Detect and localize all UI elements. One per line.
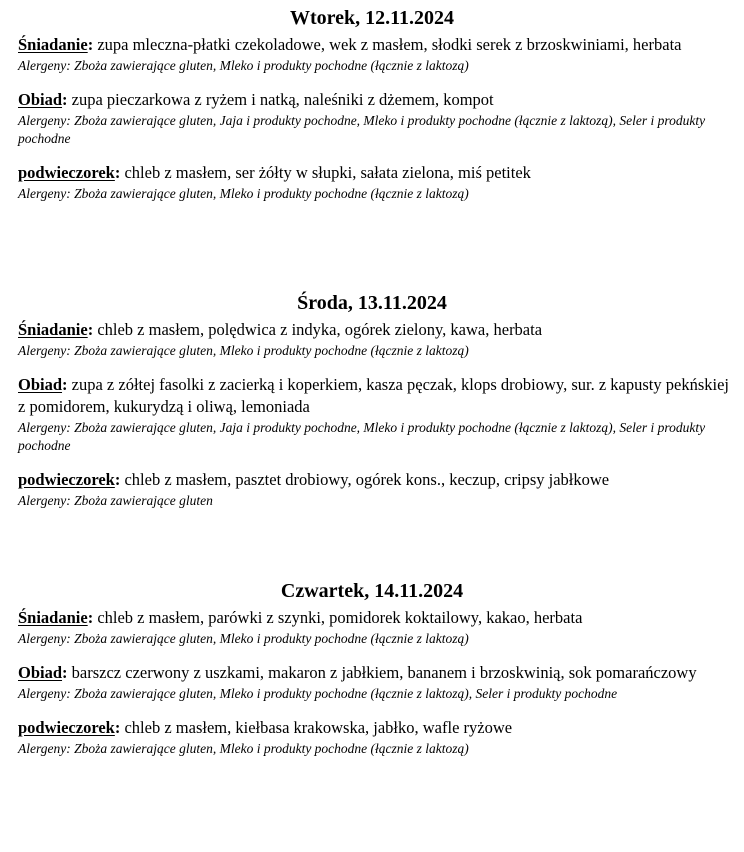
meal-name: Obiad <box>18 663 63 682</box>
meal-name: podwieczorek <box>18 718 115 737</box>
meal-separator: : <box>87 320 94 339</box>
meal-menu: zupa z zółtej fasolki z zacierką i koperkiem, kasza pęczak, klops drobiowy, sur. z kapusty pekńskiej z pomidorem, kukurydzą i oliwą, lemoniada <box>18 375 729 416</box>
meal-line <box>18 162 738 184</box>
meal-name: podwieczorek <box>18 163 115 182</box>
spacer <box>18 703 738 717</box>
meal-menu: chleb z masłem, pasztet drobiowy, ogórek kons., keczup, cripsy jabłkowe <box>120 470 610 489</box>
meal-separator: : <box>114 470 121 489</box>
meal-separator: : <box>87 35 94 54</box>
allergens-text: Alergeny: Zboża zawierające gluten, Jaja i produkty pochodne, Mleko i produkty pochodne (łącznie z laktozą), Seler i produkty pochodne <box>18 113 706 146</box>
meal-separator: : <box>114 163 121 182</box>
meal-name: podwieczorek <box>18 470 115 489</box>
allergens-text: Alergeny: Zboża zawierające gluten, Mleko i produkty pochodne (łącznie z laktozą), Seler i produkty pochodne <box>18 686 618 701</box>
meal-name: Śniadanie <box>18 320 88 339</box>
meal-line <box>18 374 738 418</box>
day-title: Czwartek, 14.11.2024 <box>280 580 464 602</box>
meal-menu: chleb z masłem, polędwica z indyka, ogórek zielony, kawa, herbata <box>93 320 543 339</box>
meal-separator: : <box>62 375 68 394</box>
allergens-text: Alergeny: Zboża zawierające gluten, Mleko i produkty pochodne (łącznie z laktozą) <box>18 186 469 201</box>
meal-name: Śniadanie <box>18 35 88 54</box>
meal-snack <box>18 162 738 203</box>
meal-lunch <box>18 374 738 455</box>
spacer <box>18 360 738 374</box>
meal-menu: zupa pieczarkowa z ryżem i natką, naleśniki z dżemem, kompot <box>67 90 494 109</box>
spacer <box>18 75 738 89</box>
meal-menu: zupa mleczna-płatki czekoladowe, wek z masłem, słodki serek z brzoskwiniami, herbata <box>93 35 682 54</box>
allergens-text: Alergeny: Zboża zawierające gluten, Mleko i produkty pochodne (łącznie z laktozą) <box>18 631 469 646</box>
meal-name: Śniadanie <box>18 608 88 627</box>
day-title: Środa, 13.11.2024 <box>297 292 447 314</box>
meal-lunch <box>18 662 738 703</box>
meal-snack <box>18 469 738 510</box>
meal-separator: : <box>114 718 121 737</box>
allergens-text: Alergeny: Zboża zawierające gluten <box>18 493 213 508</box>
meal-separator: : <box>87 608 94 627</box>
meal-menu: barszcz czerwony z uszkami, makaron z jabłkiem, bananem i brzoskwinią, sok pomarańczowy <box>67 663 697 682</box>
day-title: Wtorek, 12.11.2024 <box>289 7 455 29</box>
meal-line <box>18 607 738 629</box>
meal-line <box>18 89 738 111</box>
meal-menu: chleb z masłem, parówki z szynki, pomidorek koktailowy, kakao, herbata <box>93 608 583 627</box>
allergens-text: Alergeny: Zboża zawierające gluten, Mleko i produkty pochodne (łącznie z laktozą) <box>18 741 469 756</box>
meal-name: Obiad <box>18 375 63 394</box>
meal-menu: chleb z masłem, kiełbasa krakowska, jabłko, wafle ryżowe <box>120 718 513 737</box>
meal-snack <box>18 717 738 758</box>
meal-name: Obiad <box>18 90 63 109</box>
meal-separator: : <box>62 90 68 109</box>
meal-line <box>18 469 738 491</box>
allergens-text: Alergeny: Zboża zawierające gluten, Mleko i produkty pochodne (łącznie z laktozą) <box>18 343 469 358</box>
day-section-thursday <box>18 579 738 758</box>
meal-separator: : <box>62 663 68 682</box>
day-section-tuesday <box>18 6 738 203</box>
meal-breakfast <box>18 607 738 648</box>
spacer <box>18 148 738 162</box>
spacer <box>18 455 738 469</box>
meal-line <box>18 662 738 684</box>
allergens-text: Alergeny: Zboża zawierające gluten, Jaja i produkty pochodne, Mleko i produkty pochodne (łącznie z laktozą), Seler i produkty pochodne <box>18 420 706 453</box>
spacer <box>18 648 738 662</box>
allergens-text: Alergeny: Zboża zawierające gluten, Mleko i produkty pochodne (łącznie z laktozą) <box>18 58 469 73</box>
meal-breakfast <box>18 319 738 360</box>
meal-lunch <box>18 89 738 148</box>
meal-line <box>18 717 738 739</box>
day-section-wednesday <box>18 291 738 510</box>
meal-breakfast <box>18 34 738 75</box>
meal-line <box>18 34 738 56</box>
meal-menu: chleb z masłem, ser żółty w słupki, sałata zielona, miś petitek <box>120 163 531 182</box>
meal-line <box>18 319 738 341</box>
